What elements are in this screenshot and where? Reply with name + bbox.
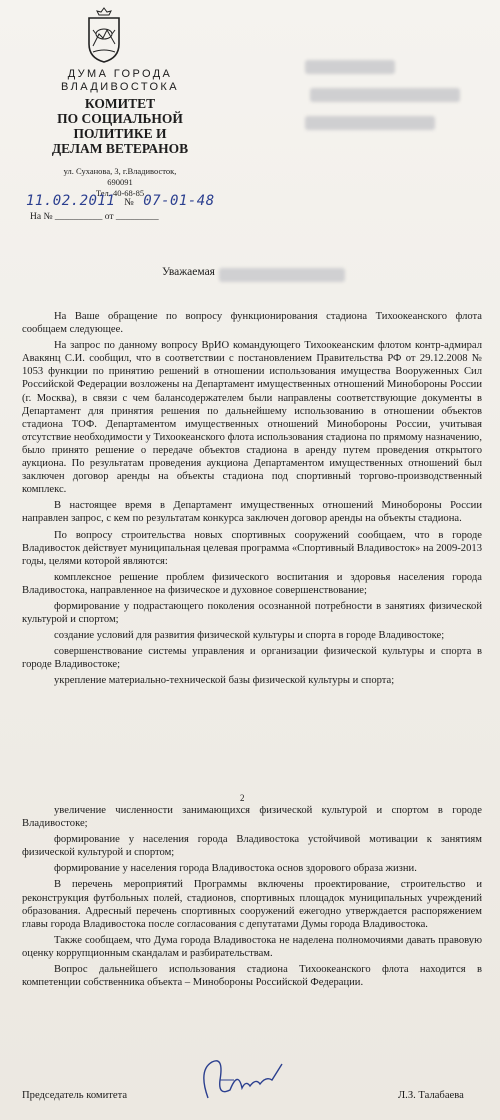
number-label: № (124, 197, 135, 208)
redacted-recipient-line (310, 88, 460, 102)
list-item: укрепление материально-технической базы физической культуры и спорта; (54, 675, 395, 687)
committee-line-4: ДЕЛАМ ВЕТЕРАНОВ (51, 141, 189, 156)
phone: Тел. 40-68-85 (95, 188, 145, 198)
list-item: формирование у подрастающего поколения осознанной потребности в занятиях физической культурой и спортом; (22, 600, 482, 626)
redacted-recipient-line (305, 60, 395, 74)
handwritten-date: 11.02.2011 (26, 193, 116, 209)
org-line-1: ДУМА ГОРОДА (67, 68, 173, 80)
paragraph: На запрос по данному вопросу ВрИО командующего Тихоокеанским флотом контр-адмирал Авакянц С.И. сообщил, что в соответствии с постановлением Правительства РФ от 29.12.2008 № 1053 функции по принятию решений в отношении использования имущества Вооруженных Сил Российской Федерации возложены на Департамент имущественных отношений Минобороны России (г. Москва), в связи с чем балансодержателем были направлены соответствующие документы в Департамент для принятия решения по дальнейшему использованию в отношении объектов стадиона ТОФ. Департаментом имущественных отношений Минобороны России, учитывая отсутствие необходимости у Тихоокеанского флота использования стадиона по прямому назначению, было принято решение о передаче объектов стадиона в аренду путем проведения открытого аукциона. По результатам проведения аукциона Департаментом имущественных отношений был заключен договор аренды на объекты стадиона под спортивный торгово-производственный комплекс. (22, 340, 482, 496)
handwritten-signature (190, 1050, 290, 1110)
org-line-2: ВЛАДИВОСТОКА (61, 81, 179, 93)
paragraph: На Ваше обращение по вопросу функционирования стадиона Тихоокеанского флота сообщаем следующее. (22, 311, 482, 336)
paragraph: В настоящее время в Департамент имущественных отношений Минобороны России направлен запрос, с кем по результатам конкурса заключен договор аренды на объекты стадиона. (22, 500, 482, 525)
list-item: формирование у населения города Владивостока устойчивой мотивации к занятиям физической культурой и спортом; (22, 834, 482, 859)
paragraph: По вопросу строительства новых спортивных сооружений сообщаем, что в городе Владивосток действует муниципальная целевая программа «Спортивный Владивосток» на 2009-2013 годы, целями которой являются: (22, 529, 482, 567)
list-item: комплексное решение проблем физического воспитания и здоровья населения города Владивостока, направленное на физическое и духовное совершенствование; (22, 571, 482, 596)
list-item: увеличение численности занимающихся физической культурой и спортом в городе Владивостоке; (22, 805, 482, 830)
organization-name (50, 68, 190, 94)
signature-name: Л.З. Талабаева (398, 1090, 464, 1101)
redacted-name (219, 268, 345, 282)
letter-body-page1 (22, 310, 482, 691)
salutation: Уважаемая (162, 266, 215, 278)
list-item: создание условий для развития физической культуры и спорта в городе Владивостоке; (54, 630, 445, 642)
committee-line-1: КОМИТЕТ (84, 96, 156, 111)
reference-line: На № __________ от _________ (30, 212, 159, 222)
letter-body-page2 (22, 804, 482, 992)
page-number: 2 (240, 793, 245, 803)
paragraph: В перечень мероприятий Программы включены проектирование, строительство и реконструкция футбольных полей, стадионов, спортивных площадок муниципальных учреждений образования. Адресный перечень спортивных сооружений ежегодно утверждается распоряжением главы города Владивостока после согласования с депутатами Думы города Владивостока. (22, 879, 482, 930)
paragraph: Вопрос дальнейшего использования стадиона Тихоокеанского флота находится в компетенции собственника объекта – Минобороны Российской Федерации. (22, 964, 482, 989)
committee-line-2: ПО СОЦИАЛЬНОЙ (57, 111, 183, 126)
list-item: совершенствование системы управления и организации физической культуры и спорта в городе Владивостоке; (22, 646, 482, 671)
paragraph: Также сообщаем, что Дума города Владивостока не наделена полномочиями давать правовую оценку коррупционным скандалам и разбирательствам. (22, 934, 482, 959)
signature-title: Председатель комитета (22, 1090, 128, 1101)
committee-line-3: ПОЛИТИКЕ И (73, 126, 167, 141)
coat-of-arms-emblem (85, 6, 123, 64)
handwritten-number: 07-01-48 (143, 193, 215, 209)
handwritten-date-number (26, 193, 246, 209)
redacted-recipient-line (305, 116, 435, 130)
address: ул. Суханова, 3, г.Владивосток, 690091 (63, 166, 177, 187)
committee-name (40, 96, 200, 156)
list-item: формирование у населения города Владивостока основ здорового образа жизни. (54, 863, 417, 875)
